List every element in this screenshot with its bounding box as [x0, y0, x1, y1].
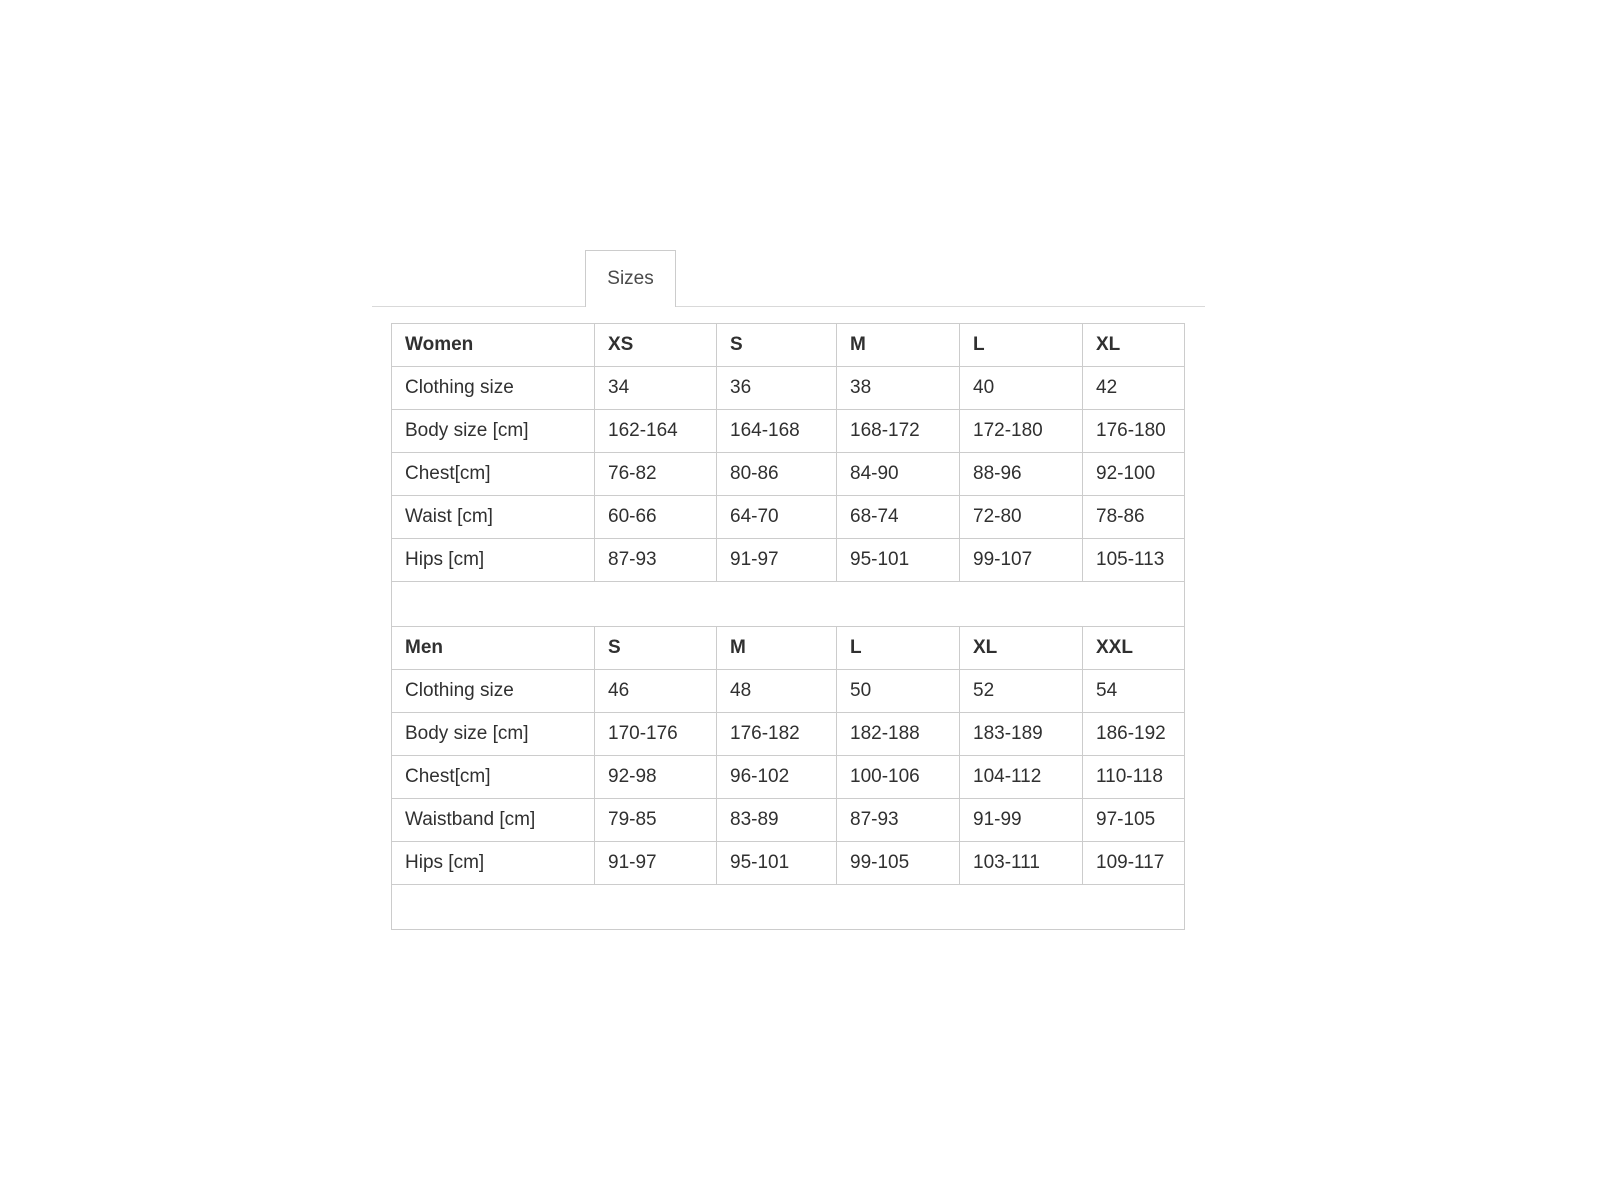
size-value: 99-107: [960, 539, 1083, 582]
women-section-title: Women: [392, 324, 595, 367]
men-header-row: [392, 627, 1185, 670]
column-header: XS: [595, 324, 717, 367]
table-row: [392, 453, 1185, 496]
size-value: 48: [717, 670, 837, 713]
column-header: M: [837, 324, 960, 367]
size-value: 105-113: [1083, 539, 1185, 582]
size-value: 162-164: [595, 410, 717, 453]
women-header-row: [392, 324, 1185, 367]
size-value: 110-118: [1083, 756, 1185, 799]
size-value: 170-176: [595, 713, 717, 756]
table-row: [392, 496, 1185, 539]
size-value: 100-106: [837, 756, 960, 799]
size-value: 182-188: [837, 713, 960, 756]
size-value: 83-89: [717, 799, 837, 842]
column-header: M: [717, 627, 837, 670]
row-label: Body size [cm]: [392, 410, 595, 453]
column-header: XL: [960, 627, 1083, 670]
size-value: 78-86: [1083, 496, 1185, 539]
size-value: 46: [595, 670, 717, 713]
spacer-cell: [392, 582, 1185, 627]
row-label: Clothing size: [392, 670, 595, 713]
table-row: [392, 713, 1185, 756]
size-value: 104-112: [960, 756, 1083, 799]
table-row: [392, 842, 1185, 885]
size-value: 103-111: [960, 842, 1083, 885]
size-value: 68-74: [837, 496, 960, 539]
row-label: Hips [cm]: [392, 842, 595, 885]
table-row: [392, 799, 1185, 842]
size-value: 52: [960, 670, 1083, 713]
size-value: 72-80: [960, 496, 1083, 539]
size-value: 183-189: [960, 713, 1083, 756]
tab-sizes-label: Sizes: [607, 268, 654, 289]
size-value: 186-192: [1083, 713, 1185, 756]
size-value: 176-180: [1083, 410, 1185, 453]
size-value: 87-93: [595, 539, 717, 582]
table-row: [392, 539, 1185, 582]
row-label: Hips [cm]: [392, 539, 595, 582]
tab-bar: [372, 250, 1205, 307]
size-value: 172-180: [960, 410, 1083, 453]
table-row: [392, 670, 1185, 713]
size-value: 168-172: [837, 410, 960, 453]
row-label: Clothing size: [392, 367, 595, 410]
size-value: 88-96: [960, 453, 1083, 496]
section-spacer-row: [392, 582, 1185, 627]
size-value: 42: [1083, 367, 1185, 410]
table-row: [392, 756, 1185, 799]
column-header: L: [837, 627, 960, 670]
size-value: 79-85: [595, 799, 717, 842]
size-value: 50: [837, 670, 960, 713]
column-header: XL: [1083, 324, 1185, 367]
size-value: 87-93: [837, 799, 960, 842]
size-value: 91-99: [960, 799, 1083, 842]
size-value: 36: [717, 367, 837, 410]
column-header: XXL: [1083, 627, 1185, 670]
size-value: 64-70: [717, 496, 837, 539]
spacer-cell: [392, 885, 1185, 930]
men-section-title: Men: [392, 627, 595, 670]
row-label: Body size [cm]: [392, 713, 595, 756]
size-value: 91-97: [595, 842, 717, 885]
size-value: 60-66: [595, 496, 717, 539]
size-value: 97-105: [1083, 799, 1185, 842]
size-value: 164-168: [717, 410, 837, 453]
size-value: 91-97: [717, 539, 837, 582]
size-value: 95-101: [717, 842, 837, 885]
sizes-table: [391, 323, 1185, 930]
column-header: S: [595, 627, 717, 670]
size-value: 92-98: [595, 756, 717, 799]
size-value: 84-90: [837, 453, 960, 496]
size-value: 99-105: [837, 842, 960, 885]
table-row: [392, 410, 1185, 453]
table-row: [392, 367, 1185, 410]
size-value: 54: [1083, 670, 1185, 713]
size-value: 109-117: [1083, 842, 1185, 885]
size-value: 76-82: [595, 453, 717, 496]
tab-sizes[interactable]: [585, 250, 676, 307]
size-value: 92-100: [1083, 453, 1185, 496]
row-label: Chest[cm]: [392, 756, 595, 799]
size-value: 96-102: [717, 756, 837, 799]
size-value: 40: [960, 367, 1083, 410]
column-header: S: [717, 324, 837, 367]
column-header: L: [960, 324, 1083, 367]
row-label: Chest[cm]: [392, 453, 595, 496]
size-value: 34: [595, 367, 717, 410]
size-value: 80-86: [717, 453, 837, 496]
row-label: Waist [cm]: [392, 496, 595, 539]
size-value: 176-182: [717, 713, 837, 756]
row-label: Waistband [cm]: [392, 799, 595, 842]
size-value: 38: [837, 367, 960, 410]
bottom-spacer-row: [392, 885, 1185, 930]
size-value: 95-101: [837, 539, 960, 582]
